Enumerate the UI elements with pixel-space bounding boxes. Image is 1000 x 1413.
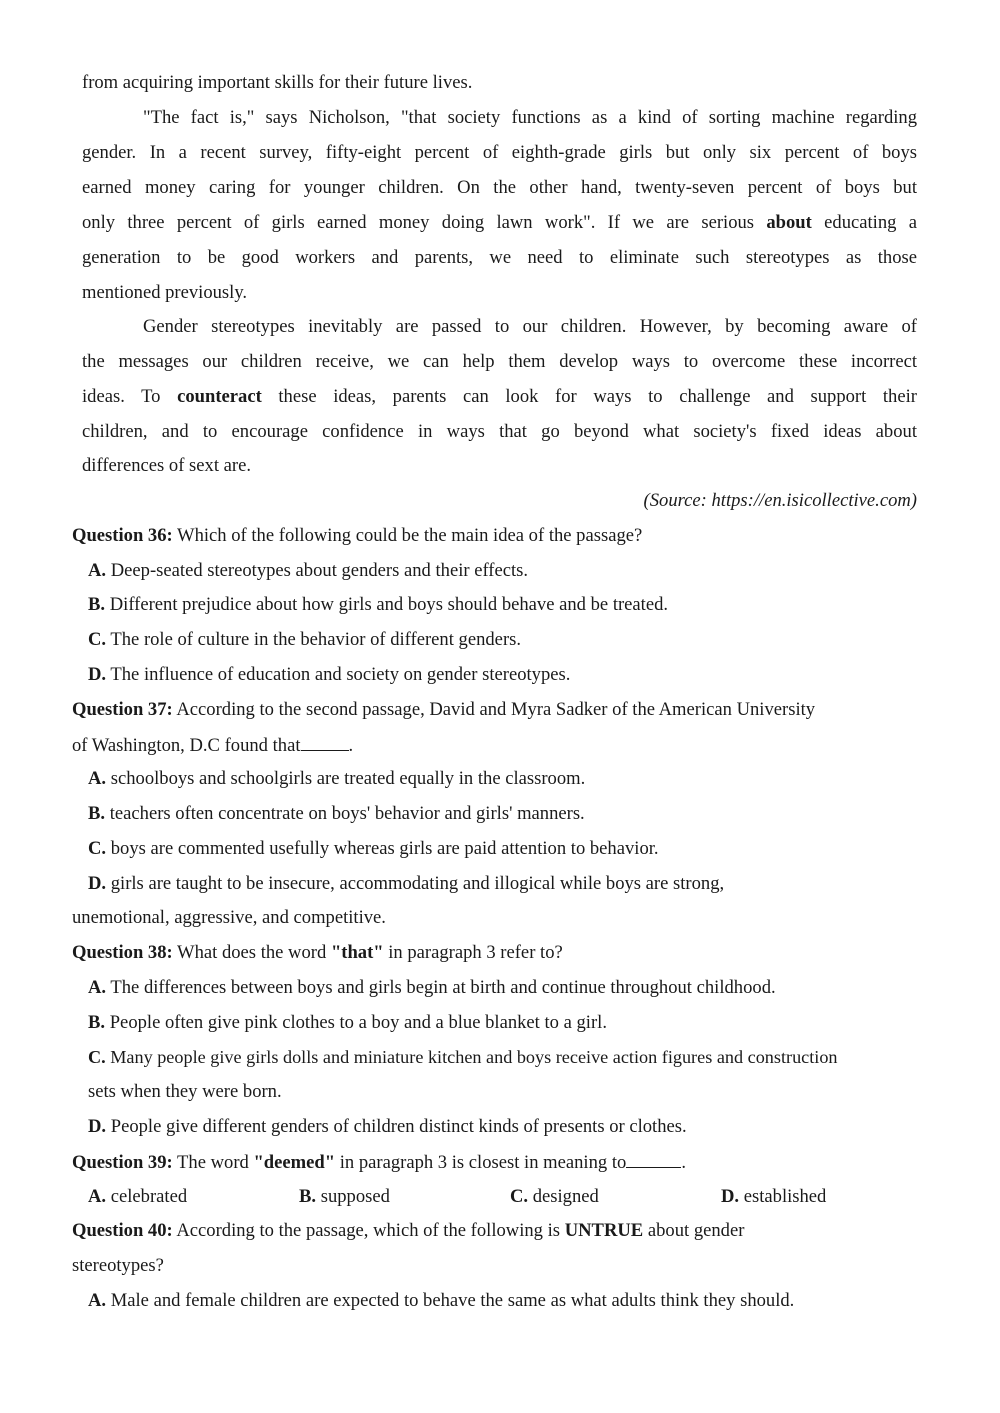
option-text: schoolboys and schoolgirls are treated equally in the classroom. <box>110 768 586 789</box>
question-40 <box>72 1218 744 1244</box>
option-38-d[interactable] <box>88 1114 687 1140</box>
option-38-a[interactable] <box>88 975 776 1001</box>
option-text: The differences between boys and girls begin at birth and continue throughout childhood. <box>110 977 776 998</box>
option-letter: B. <box>88 803 106 824</box>
passage-line <box>82 384 917 410</box>
passage-text: only three percent of girls earned money doing lawn work". If we are serious <box>82 212 755 233</box>
option-letter: B. <box>88 594 106 615</box>
option-letter: A. <box>88 1186 107 1207</box>
option-letter: D. <box>88 1116 107 1137</box>
option-36-a[interactable] <box>88 558 528 584</box>
option-letter: C. <box>88 629 107 650</box>
option-text: The influence of education and society on gender stereotypes. <box>110 664 571 685</box>
bold-word-counteract: counteract <box>177 386 262 407</box>
option-text: People often give pink clothes to a boy and a blue blanket to a girl. <box>109 1012 607 1033</box>
passage-line: "The fact is," says Nicholson, "that society functions as a kind of sorting machine regarding <box>143 107 917 128</box>
question-label: Question 40: <box>72 1220 173 1241</box>
option-text: boys are commented usefully whereas girls are paid attention to behavior. <box>110 838 659 859</box>
question-label: Question 39: <box>72 1152 173 1173</box>
option-37-a[interactable] <box>88 766 585 792</box>
passage-text: these ideas, parents can look for ways to challenge and support their <box>278 386 917 407</box>
quoted-word-deemed: "deemed" <box>253 1152 336 1173</box>
option-37-b[interactable] <box>88 801 585 827</box>
passage-text: ideas. To <box>82 386 161 407</box>
option-text: Many people give girls dolls and miniature kitchen and boys receive action figures and construction <box>110 1047 838 1067</box>
question-text: What does the word <box>177 942 327 963</box>
answer-blank[interactable] <box>626 1149 681 1168</box>
option-text: Male and female children are expected to behave the same as what adults think they should. <box>110 1290 795 1311</box>
passage-line: mentioned previously. <box>82 282 248 303</box>
option-letter: C. <box>510 1186 529 1207</box>
question-37-line-2 <box>72 732 353 759</box>
option-text: The role of culture in the behavior of different genders. <box>110 629 522 650</box>
option-letter: C. <box>88 1047 106 1067</box>
question-text: in paragraph 3 is closest in meaning to <box>339 1152 627 1173</box>
option-37-d-continued: unemotional, aggressive, and competitive. <box>72 907 386 928</box>
question-text: about gender <box>647 1220 745 1241</box>
passage-line: children, and to encourage confidence in ways that go beyond what society's fixed ideas about <box>82 421 917 442</box>
source-citation: (Source: https://en.isicollective.com) <box>643 490 917 511</box>
option-37-c[interactable] <box>88 836 659 862</box>
quoted-word-that: "that" <box>330 942 384 963</box>
option-letter: B. <box>299 1186 317 1207</box>
option-letter: A. <box>88 768 107 789</box>
passage-line <box>82 210 917 236</box>
question-37 <box>72 697 815 723</box>
question-text: According to the second passage, David and Myra Sadker of the American University <box>176 699 816 720</box>
passage-line: from acquiring important skills for their future lives. <box>82 72 473 93</box>
option-text: teachers often concentrate on boys' behavior and girls' manners. <box>109 803 585 824</box>
option-text: People give different genders of children distinct kinds of presents or clothes. <box>110 1116 687 1137</box>
question-text: in paragraph 3 refer to? <box>388 942 563 963</box>
option-text: girls are taught to be insecure, accommodating and illogical while boys are strong, <box>110 873 725 894</box>
question-36 <box>72 523 642 549</box>
option-39-b[interactable] <box>299 1184 390 1210</box>
option-text: Deep-seated stereotypes about genders and their effects. <box>110 560 529 581</box>
passage-line: generation to be good workers and parents, we need to eliminate such stereotypes as those <box>82 247 917 268</box>
passage-line: earned money caring for younger children. On the other hand, twenty-seven percent of boys but <box>82 177 917 198</box>
option-text: supposed <box>320 1186 390 1207</box>
question-39 <box>72 1149 686 1176</box>
passage-text: educating a <box>824 212 917 233</box>
option-40-a[interactable] <box>88 1288 794 1314</box>
question-text: . <box>681 1152 686 1173</box>
question-label: Question 36: <box>72 525 173 546</box>
option-38-c-continued: sets when they were born. <box>88 1081 282 1102</box>
question-text: . <box>348 735 354 756</box>
option-letter: D. <box>721 1186 740 1207</box>
option-text: celebrated <box>110 1186 188 1207</box>
option-letter: A. <box>88 560 107 581</box>
option-39-a[interactable] <box>88 1184 187 1210</box>
option-38-b[interactable] <box>88 1010 607 1036</box>
question-label: Question 37: <box>72 699 173 720</box>
option-letter: D. <box>88 873 107 894</box>
option-36-c[interactable] <box>88 627 521 653</box>
option-39-c[interactable] <box>510 1184 599 1210</box>
passage-line: differences of sext are. <box>82 455 251 476</box>
option-38-c[interactable] <box>88 1044 838 1070</box>
option-36-d[interactable] <box>88 662 570 688</box>
emphasis-untrue: UNTRUE <box>564 1220 644 1241</box>
question-text: According to the passage, which of the following is <box>176 1220 561 1241</box>
question-text: of Washington, D.C found that <box>72 735 301 756</box>
option-letter: A. <box>88 1290 107 1311</box>
bold-word-about: about <box>766 212 812 233</box>
option-letter: B. <box>88 1012 106 1033</box>
passage-line: Gender stereotypes inevitably are passed to our children. However, by becoming aware of <box>143 316 917 337</box>
passage-line: the messages our children receive, we can help them develop ways to overcome these incorrect <box>82 351 917 372</box>
option-37-d[interactable] <box>88 871 724 897</box>
option-text: designed <box>532 1186 599 1207</box>
answer-blank[interactable] <box>301 732 349 751</box>
option-text: established <box>743 1186 827 1207</box>
option-letter: C. <box>88 838 107 859</box>
passage-line: gender. In a recent survey, fifty-eight percent of eighth-grade girls but only six percent of boys <box>82 142 917 163</box>
option-letter: A. <box>88 977 107 998</box>
option-text: Different prejudice about how girls and boys should behave and be treated. <box>109 594 669 615</box>
question-text: Which of the following could be the main idea of the passage? <box>177 525 643 546</box>
question-label: Question 38: <box>72 942 173 963</box>
question-40-line-2: stereotypes? <box>72 1255 164 1276</box>
question-38 <box>72 940 563 966</box>
option-36-b[interactable] <box>88 592 668 618</box>
option-letter: D. <box>88 664 107 685</box>
question-text: The word <box>177 1152 249 1173</box>
option-39-d[interactable] <box>721 1184 826 1210</box>
